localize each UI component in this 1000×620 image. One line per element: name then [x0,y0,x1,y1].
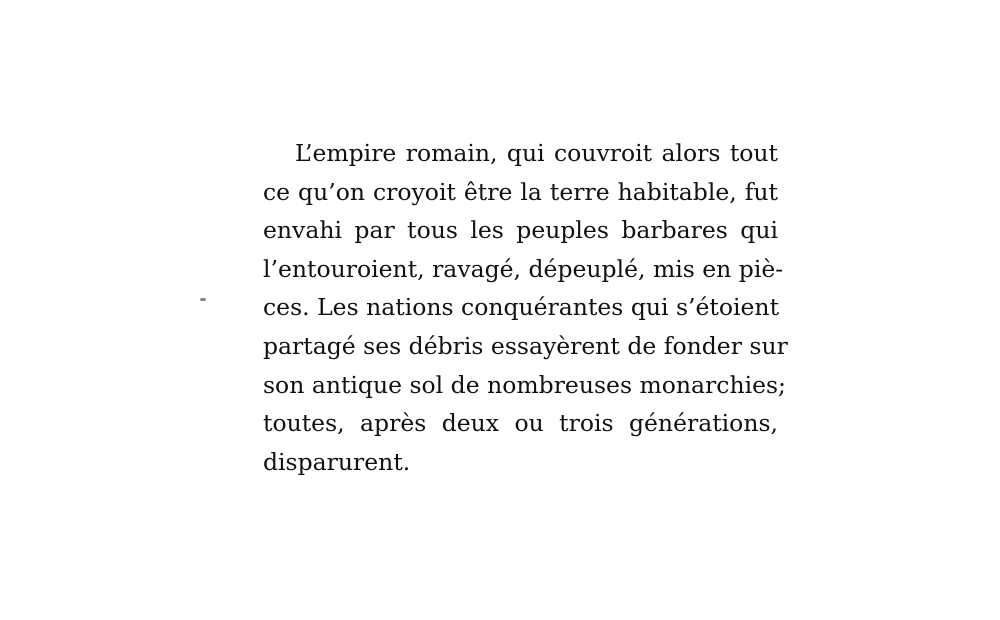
text-line: son antique sol de nombreuses monarchies; [263,370,786,399]
text-line: ce qu’on croyoit être la terre habitable, fut [263,177,778,206]
text-line: envahi par tous les peuples barbares qui [263,216,778,245]
paragraph [263,134,788,481]
text-line: L’empire romain, qui couvroit alors tout [295,139,778,167]
text-line: toutes, après deux ou trois générations, [263,409,778,438]
text-line: l’entouroient, ravagé, dépeuplé, mis en piè- [263,254,784,283]
text-line: partagé ses débris essayèrent de fonder sur [263,331,788,360]
text-line: disparurent. [263,447,411,476]
text-line: ces. Les nations conquérantes qui s’étoient [263,293,780,322]
ink-speck [200,298,206,301]
